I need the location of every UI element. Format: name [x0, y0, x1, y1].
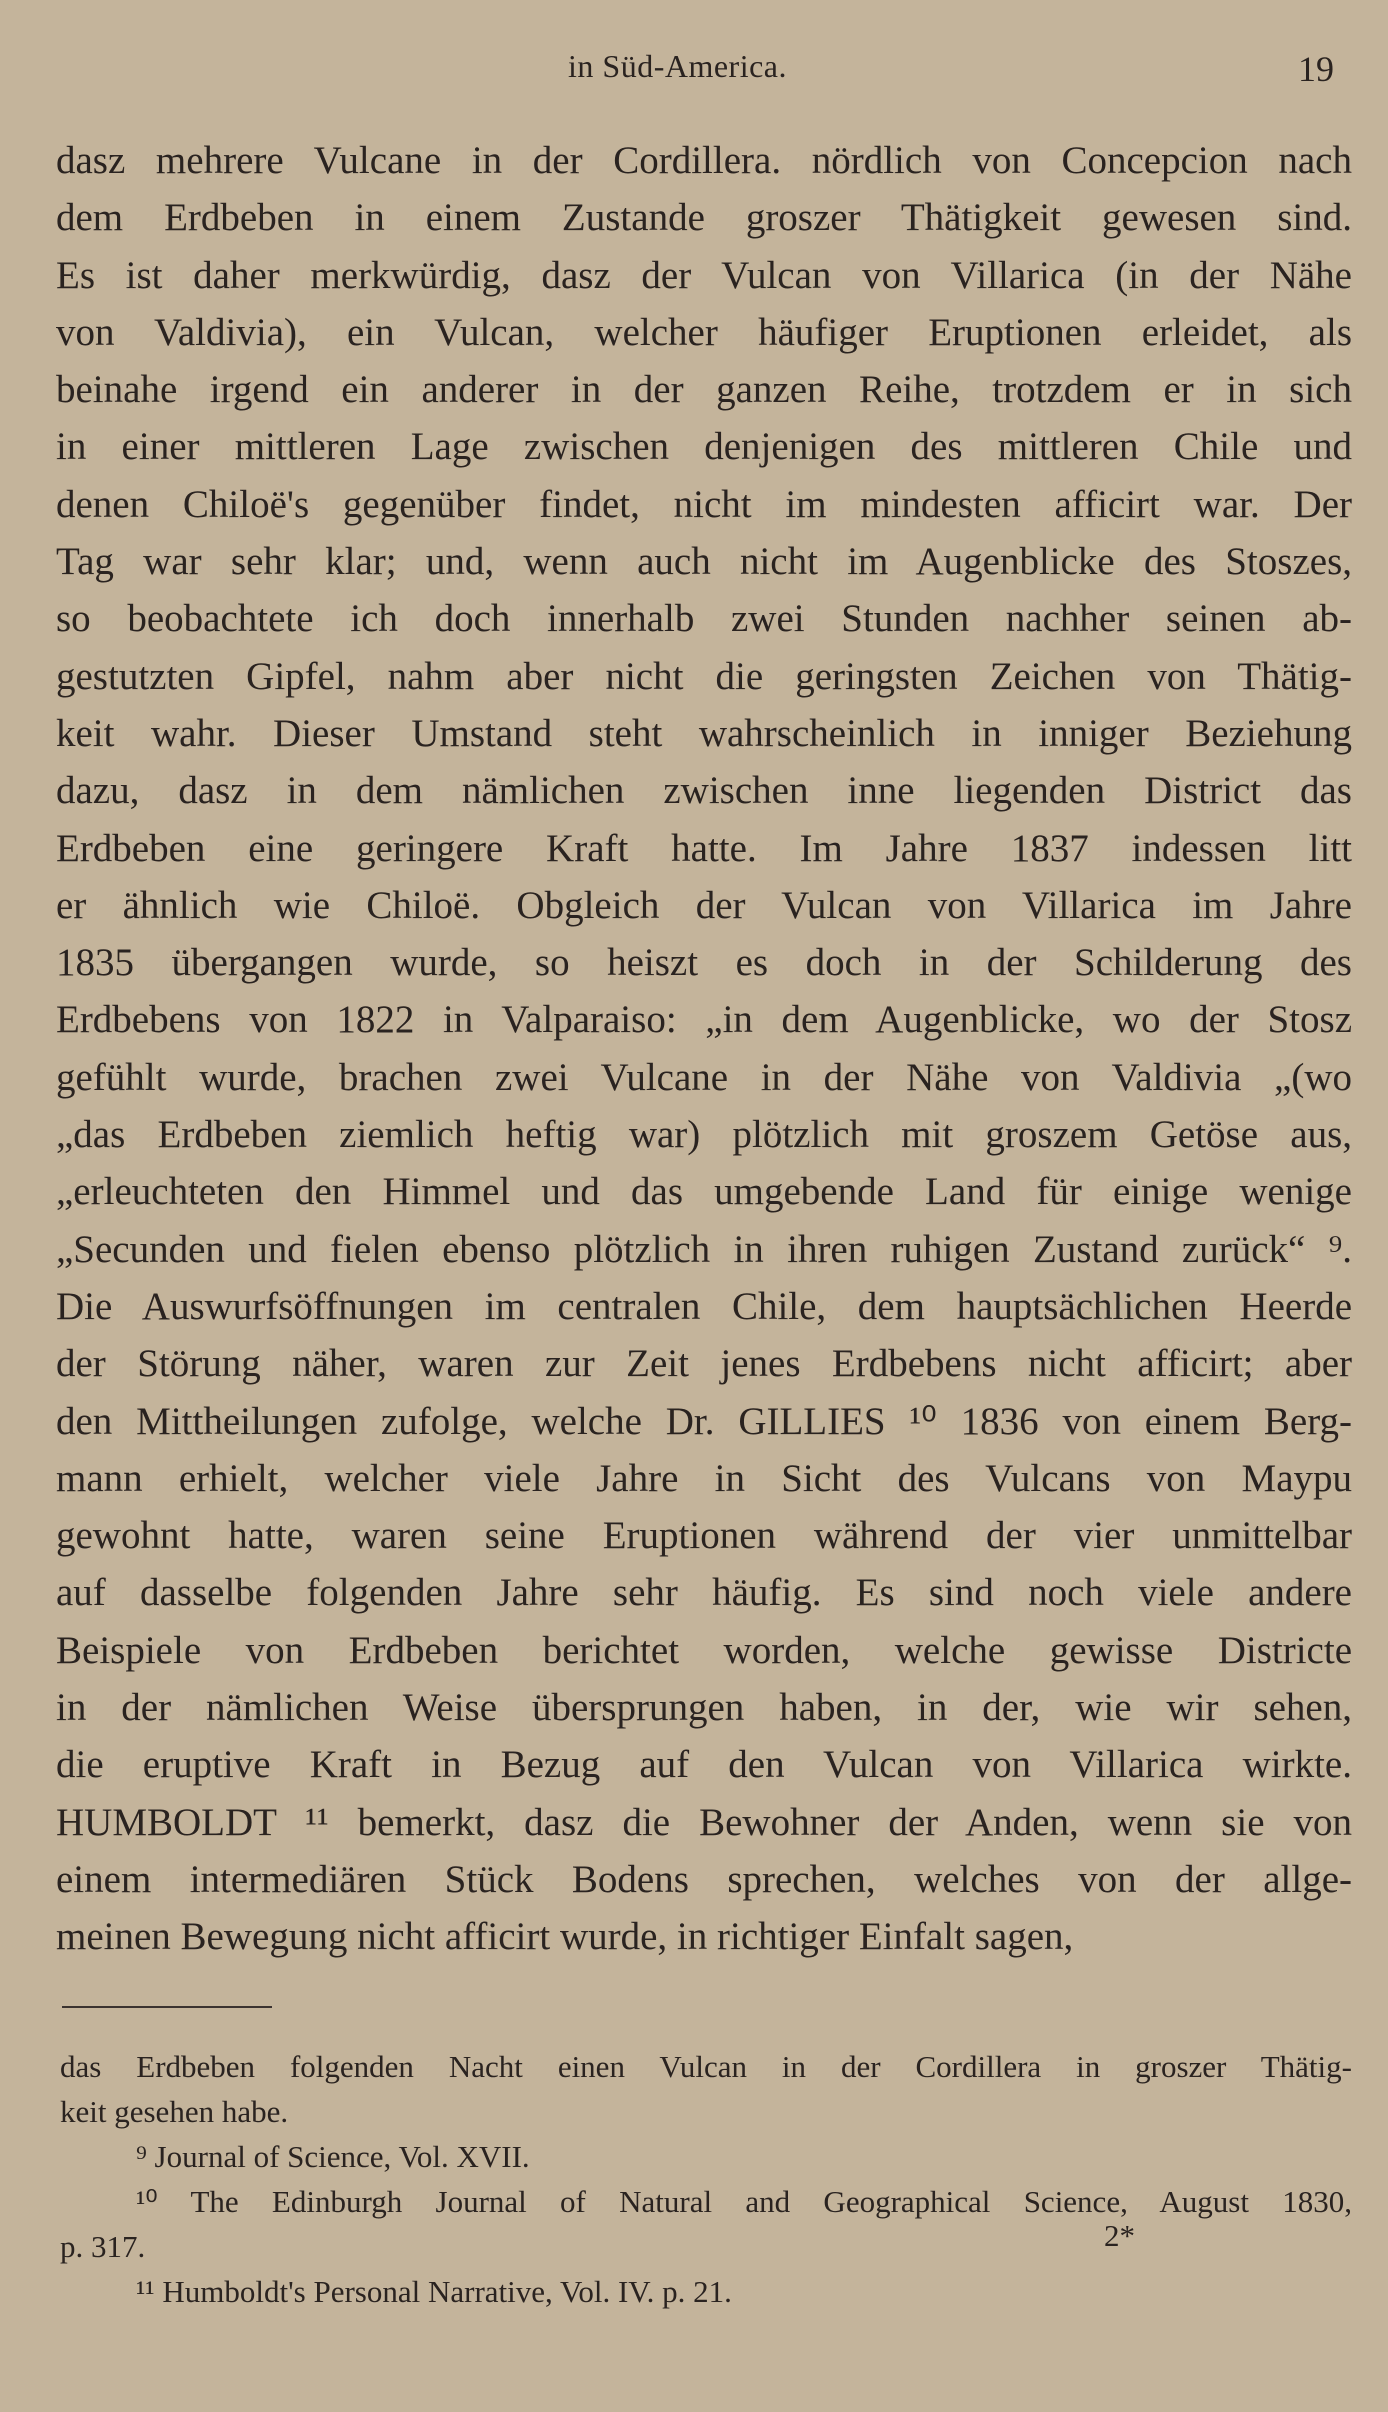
text-line: dem Erdbeben in einem Zustande groszer Thätigkeit gewesen sind.: [56, 196, 1352, 240]
text-line: auf dasselbe folgenden Jahre sehr häufig. Es sind noch viele andere: [56, 1571, 1352, 1615]
footnote-continuation-line: keit gesehen habe.: [60, 2094, 289, 2129]
text-line: „erleuchteten den Himmel und das umgebende Land für einige wenige: [56, 1170, 1352, 1214]
text-line: „das Erdbeben ziemlich heftig war) plötzlich mit groszem Getöse aus,: [56, 1113, 1352, 1157]
text-line: beinahe irgend ein anderer in der ganzen Reihe, trotzdem er in sich: [56, 368, 1352, 412]
text-line: gestutzten Gipfel, nahm aber nicht die geringsten Zeichen von Thätig-: [56, 654, 1352, 698]
text-line: er ähnlich wie Chiloë. Obgleich der Vulcan von Villarica im Jahre: [56, 883, 1352, 927]
text-line: Tag war sehr klar; und, wenn auch nicht im Augenblicke des Stoszes,: [56, 540, 1352, 584]
text-line: meinen Bewegung nicht afficirt wurde, in richtiger Einfalt sagen,: [56, 1915, 1074, 1959]
footnote-10-continuation: p. 317.: [60, 2229, 146, 2264]
text-line: Beispiele von Erdbeben berichtet worden, welche gewisse Districte: [56, 1628, 1352, 1672]
text-line: die eruptive Kraft in Bezug auf den Vulcan von Villarica wirkte.: [56, 1743, 1352, 1787]
text-line: den Mittheilungen zufolge, welche Dr. GILLIES ¹⁰ 1836 von einem Berg-: [56, 1399, 1352, 1443]
text-line: 1835 übergangen wurde, so heiszt es doch in der Schilderung des: [56, 941, 1352, 985]
text-line: denen Chiloë's gegenüber findet, nicht im mindesten afficirt war. Der: [56, 482, 1352, 526]
running-title: in Süd-America.: [568, 48, 787, 84]
body-text: [56, 132, 1352, 1966]
footnotes: [60, 2044, 1352, 2314]
text-line: Erdbebens von 1822 in Valparaiso: „in dem Augenblicke, wo der Stosz: [56, 998, 1352, 1042]
text-line: der Störung näher, waren zur Zeit jenes Erdbebens nicht afficirt; aber: [56, 1342, 1352, 1386]
signature-mark: 2*: [1104, 2218, 1135, 2253]
text-line: Erdbeben eine geringere Kraft hatte. Im Jahre 1837 indessen litt: [56, 826, 1352, 870]
footnote-10: ¹⁰ The Edinburgh Journal of Natural and Geographical Science, August 1830,: [136, 2184, 1352, 2219]
footnote-continuation-line: das Erdbeben folgenden Nacht einen Vulcan in der Cordillera in groszer Thätig-: [60, 2049, 1352, 2084]
text-line: dasz mehrere Vulcane in der Cordillera. nördlich von Concepcion nach: [56, 139, 1352, 182]
text-line: „Secunden und fielen ebenso plötzlich in ihren ruhigen Zustand zurück“ ⁹.: [56, 1227, 1352, 1271]
footnote-9: ⁹ Journal of Science, Vol. XVII.: [136, 2139, 530, 2174]
text-line: Es ist daher merkwürdig, dasz der Vulcan von Villarica (in der Nähe: [56, 253, 1352, 297]
text-line: in der nämlichen Weise übersprungen haben, in der, wie wir sehen,: [56, 1686, 1352, 1730]
text-line: gewohnt hatte, waren seine Eruptionen während der vier unmittelbar: [56, 1514, 1352, 1558]
text-line: so beobachtete ich doch innerhalb zwei Stunden nachher seinen ab-: [56, 597, 1352, 641]
text-line: Die Auswurfsöffnungen im centralen Chile, dem hauptsächlichen Heerde: [56, 1284, 1352, 1328]
text-line: von Valdivia), ein Vulcan, welcher häufiger Eruptionen erleidet, als: [56, 310, 1352, 354]
text-line: einem intermediären Stück Bodens sprechen, welches von der allge-: [56, 1857, 1352, 1901]
text-line: HUMBOLDT ¹¹ bemerkt, dasz die Bewohner der Anden, wenn sie von: [56, 1800, 1352, 1844]
running-head: [0, 48, 1388, 88]
text-line: dazu, dasz in dem nämlichen zwischen inne liegenden District das: [56, 769, 1352, 813]
text-line: in einer mittleren Lage zwischen denjenigen des mittleren Chile und: [56, 425, 1352, 469]
page-number: 19: [1298, 49, 1334, 89]
footnote-11: ¹¹ Humboldt's Personal Narrative, Vol. IV. p. 21.: [136, 2274, 732, 2309]
text-line: gefühlt wurde, brachen zwei Vulcane in der Nähe von Valdivia „(wo: [56, 1055, 1352, 1099]
text-line: mann erhielt, welcher viele Jahre in Sicht des Vulcans von Maypu: [56, 1456, 1352, 1500]
footnote-rule: [62, 2006, 272, 2008]
text-line: keit wahr. Dieser Umstand steht wahrscheinlich in inniger Beziehung: [56, 711, 1352, 755]
